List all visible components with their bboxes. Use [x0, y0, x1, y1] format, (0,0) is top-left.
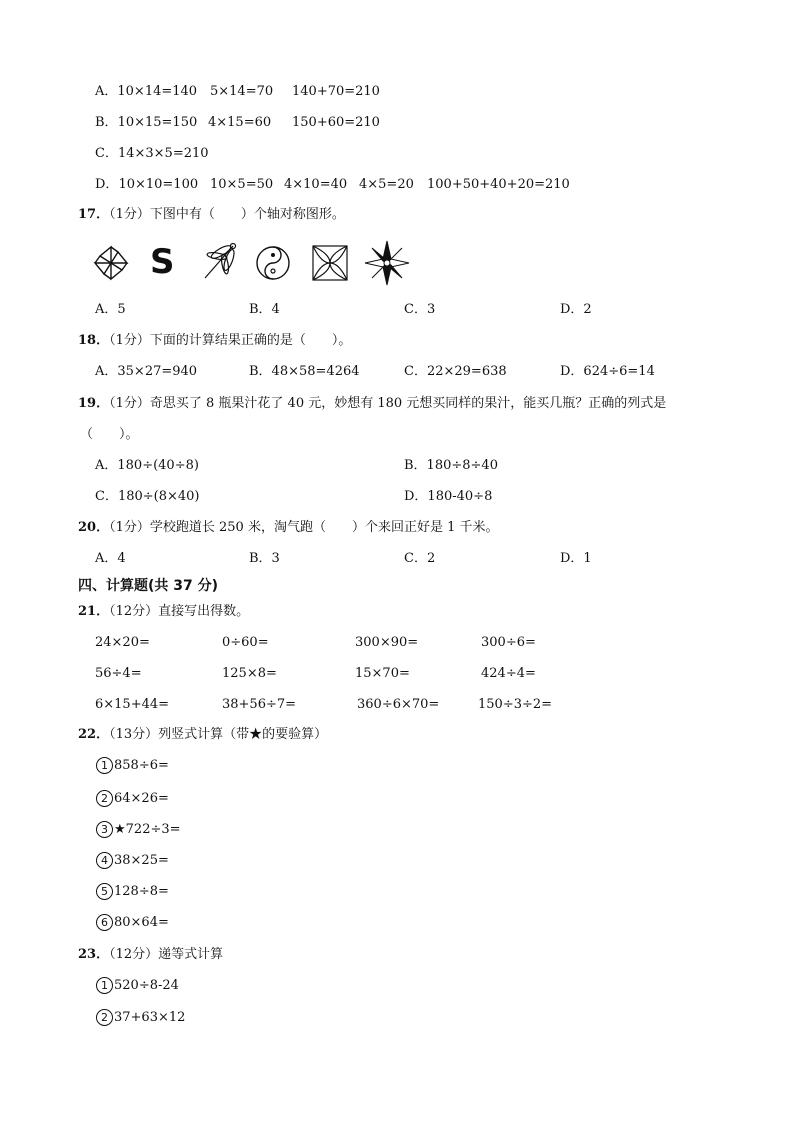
dragonfly-icon — [197, 240, 241, 284]
q20-option-c: C．2 — [404, 551, 436, 566]
q20-option-b: B．3 — [249, 551, 280, 566]
q19-option-b: B．180÷8÷40 — [404, 458, 498, 473]
q21-cell: 150÷3÷2= — [478, 697, 553, 712]
q16-option-b: B．10×15=150 4×15=60 150+60=210 — [95, 115, 380, 130]
q18-option-d: D．624÷6=14 — [560, 364, 655, 379]
q22-item-6: 6 80×64= — [96, 914, 169, 932]
q18-option-b: B．48×58=4264 — [249, 364, 360, 379]
q18-option-a: A．35×27=940 — [95, 364, 198, 379]
q17-option-d: D．2 — [560, 302, 592, 317]
q16-option-a: A．10×14=140 5×14=70 140+70=210 — [95, 84, 380, 99]
q21-cell: 38+56÷7= — [222, 697, 297, 712]
q23-item-2: 2 37+63×12 — [96, 1009, 185, 1027]
q21-cell: 424÷4= — [481, 666, 536, 681]
section-title: 四、计算题(共 37 分) — [78, 578, 219, 594]
q22-item-2: 2 64×26= — [96, 790, 169, 808]
q17-option-a: A．5 — [95, 302, 126, 317]
q20-option-a: A．4 — [95, 551, 126, 566]
q18-option-c: C．22×29=638 — [404, 364, 507, 379]
q21-cell: 56÷4= — [95, 666, 142, 681]
q16-option-d: D．10×10=100 10×5=50 4×10=40 4×5=20 100+50+40+20=210 — [95, 177, 570, 192]
q22-item-1: 1 858÷6= — [96, 757, 169, 775]
pinwheel-icon — [92, 244, 130, 282]
q22-item-3: 3 ★722÷3= — [96, 821, 181, 839]
q19-option-c: C．180÷(8×40) — [95, 489, 200, 504]
q23-item-1: 1 520÷8-24 — [96, 977, 179, 995]
q17-stem: 17．（1分）下图中有（ ）个轴对称图形。 — [78, 207, 345, 222]
yin-yang-icon — [255, 245, 291, 281]
q19-stem: 19．（1分）奇思买了 8 瓶果汁花了 40 元，妙想有 180 元想买同样的果汁，能买几瓶？正确的列式是 — [78, 396, 667, 411]
q18-stem: 18．（1分）下面的计算结果正确的是（ ）。 — [78, 333, 352, 348]
q21-cell: 125×8= — [222, 666, 277, 681]
q16-option-c: C．14×3×5=210 — [95, 146, 209, 161]
q21-stem: 21．（12分）直接写出得数。 — [78, 604, 250, 619]
q21-cell: 300÷6= — [481, 635, 536, 650]
q22-item-4: 4 38×25= — [96, 852, 169, 870]
q23-stem: 23．（12分）递等式计算 — [78, 947, 224, 962]
q22-item-5: 5 128÷8= — [96, 883, 169, 901]
q21-cell: 15×70= — [355, 666, 410, 681]
square-petal-icon — [311, 244, 349, 282]
q19-option-d: D．180-40÷8 — [404, 489, 493, 504]
q17-option-b: B．4 — [249, 302, 280, 317]
q19-option-a: A．180÷(40÷8) — [95, 458, 199, 473]
letter-s-figure: S — [150, 242, 175, 282]
q21-cell: 300×90= — [355, 635, 419, 650]
q20-option-d: D．1 — [560, 551, 592, 566]
q22-stem: 22．（13分）列竖式计算（带★的要验算） — [78, 727, 328, 742]
q17-option-c: C．3 — [404, 302, 436, 317]
q21-cell: 0÷60= — [222, 635, 269, 650]
q19-stem-cont: （ ）。 — [80, 427, 139, 442]
q21-cell: 360÷6×70= — [357, 697, 440, 712]
q20-stem: 20．（1分）学校跑道长 250 米，淘气跑（ ）个来回正好是 1 千米。 — [78, 520, 499, 535]
q21-cell: 24×20= — [95, 635, 150, 650]
compass-star-icon — [364, 240, 410, 286]
q21-cell: 6×15+44= — [95, 697, 170, 712]
